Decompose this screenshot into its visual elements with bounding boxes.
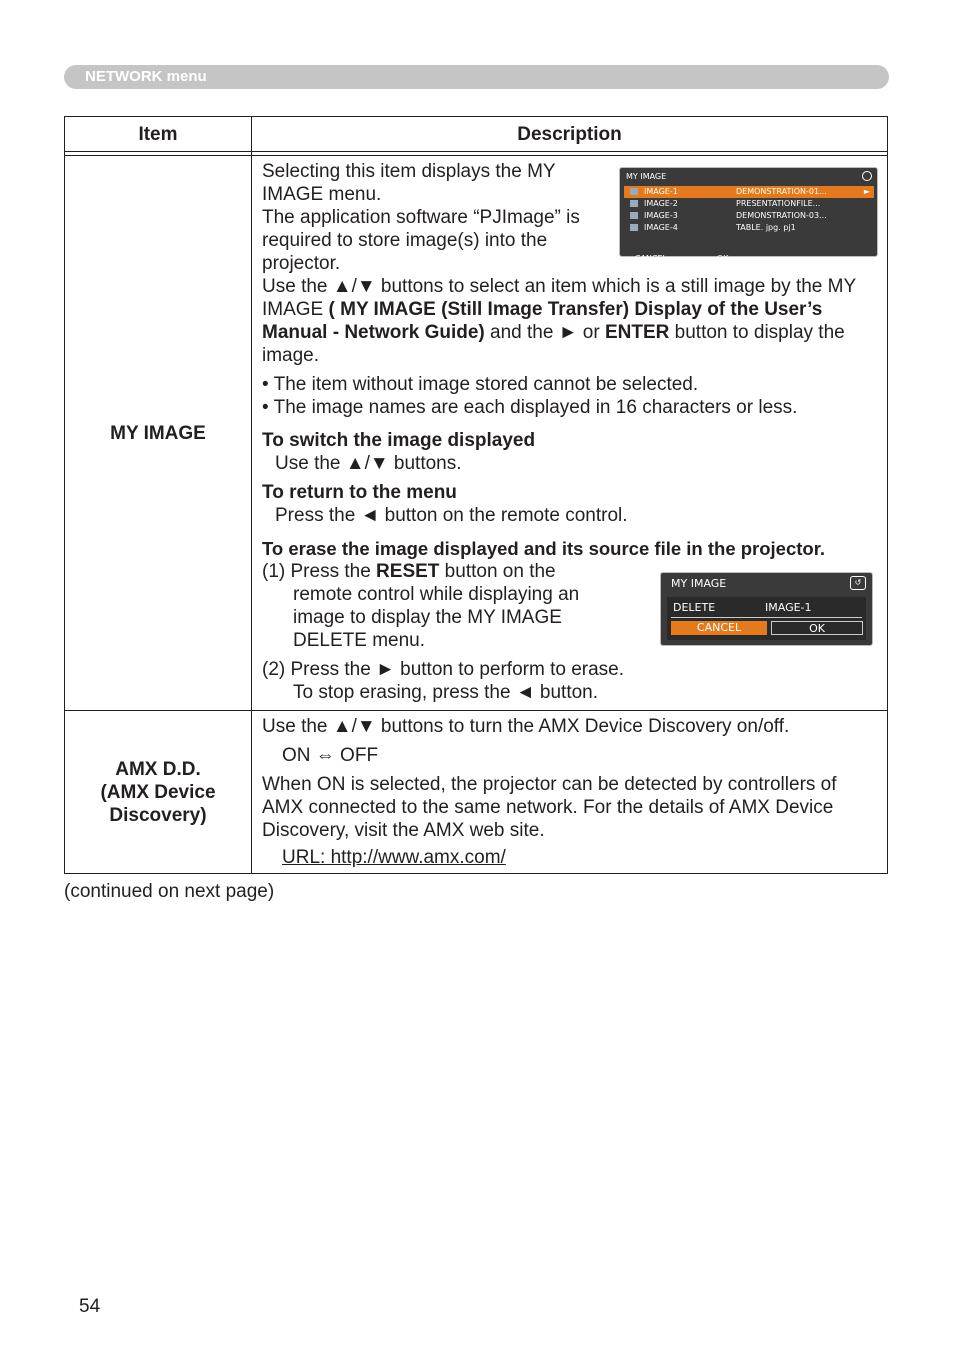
usage-part-1: Use the ▲/▼ buttons to select an item which is a still image by the MY IMAGE [262,276,856,320]
screen2-image-name: IMAGE-1 [765,601,812,614]
amx-body: When ON is selected, the projector can be detected by controllers of AMX connected to the same network. For the details of AMX Device Discovery, visit the AMX web site. [262,774,837,841]
screen1-row-name: IMAGE-3 [644,211,678,220]
amx-item-line-2: (AMX Device [100,781,216,803]
screen1-row-value: DEMONSTRATION-01... [736,187,827,196]
usage-text [262,275,877,367]
screen1-row-value: DEMONSTRATION-03... [736,211,827,220]
screen1-list [624,186,874,234]
switch-heading: To switch the image displayed [262,430,536,451]
screen1-row-name: IMAGE-2 [644,199,678,208]
section-header-bar [64,65,889,89]
erase-step-2: (2) Press the ► button to perform to erase. [262,659,625,680]
switch-body: Use the ▲/▼ buttons. [275,453,462,474]
enter-key-label: ENTER [604,322,670,343]
screen1-ok: ►:OK [708,254,729,263]
item-amx-dd [65,711,252,874]
bullet-2: • The image names are each displayed in 16 characters or less. [262,397,798,418]
section-title: NETWORK menu [85,68,207,85]
manual-reference: ( MY IMAGE (Still Image Transfer) Display of the User’s Manual - Network Guide) [262,299,823,343]
step-1-continued: remote control while displaying an image to display the MY IMAGE DELETE menu. [293,584,580,651]
screen1-cancel-label: CANCEL [634,254,667,263]
image-file-icon [630,200,638,207]
screen1-ok-label: :OK [714,254,729,263]
amx-item-line-1: AMX D.D. [115,758,201,780]
screen1-row-name: IMAGE-4 [644,223,678,232]
screen1-close-icon [862,171,872,181]
table-header-row [65,117,888,152]
screen1-title: MY IMAGE [626,172,667,181]
screen1-row-value: PRESENTATIONFILE... [736,199,821,208]
screen2-divider [671,617,862,618]
screen2-back-icon: ↺ [850,576,866,590]
screen2-panel [667,597,866,640]
screen1-row-value: TABLE. jpg. pj1 [736,223,796,232]
screen2-cancel-button: CANCEL [671,621,767,635]
screen1-cancel: ◄:CANCEL [626,254,667,263]
bullet-1: • The item without image stored cannot be selected. [262,374,699,395]
desc-amx-dd [252,711,888,874]
amx-item-line-3: Discovery) [109,804,207,826]
intro-text [262,160,592,275]
column-header-description: Description [252,117,888,152]
erase-step-2-continued: To stop erasing, press the ◄ button. [293,682,599,703]
amx-toggle: ON ⇔ OFF [282,745,379,766]
page-number: 54 [79,1296,101,1317]
screen2-ok-button: OK [771,621,863,635]
image-file-icon [630,188,638,195]
image-file-icon [630,224,638,231]
my-image-delete-screenshot [660,572,873,646]
return-heading: To return to the menu [262,482,457,503]
step-1-line [262,560,607,583]
screen1-row [624,210,874,222]
intro-line-2: The application software “PJImage” is required to store image(s) into the projector. [262,207,580,274]
amx-url-link[interactable]: URL: http://www.amx.com/ [282,847,506,868]
erase-step-1 [262,560,607,652]
screen2-title: MY IMAGE [671,577,727,590]
my-image-menu-screenshot [619,167,878,263]
reset-key-label: RESET [376,561,440,582]
step-1-part-a: (1) Press the [262,561,377,582]
table-row-amx [65,711,888,874]
step-1-part-b: button on the [439,561,556,582]
screen1-row-name: IMAGE-1 [644,187,678,196]
usage-part-2: and the ► or [484,322,605,343]
return-body: Press the ◄ button on the remote control. [275,505,628,526]
usage-part-3: button to display the image. [262,322,845,366]
screen1-row [624,222,874,234]
right-arrow-icon: ► [863,187,870,196]
column-header-item: Item [65,117,252,152]
continued-note: (continued on next page) [64,881,275,902]
intro-line-1: Selecting this item displays the MY IMAGE menu. [262,161,556,205]
image-file-icon [630,212,638,219]
erase-heading: To erase the image displayed and its source file in the projector. [262,538,826,559]
screen2-delete-label: DELETE [673,601,716,614]
screen1-row [624,198,874,210]
screen1-row [624,186,874,198]
item-my-image: MY IMAGE [65,156,252,711]
amx-line-1: Use the ▲/▼ buttons to turn the AMX Device Discovery on/off. [262,716,790,737]
